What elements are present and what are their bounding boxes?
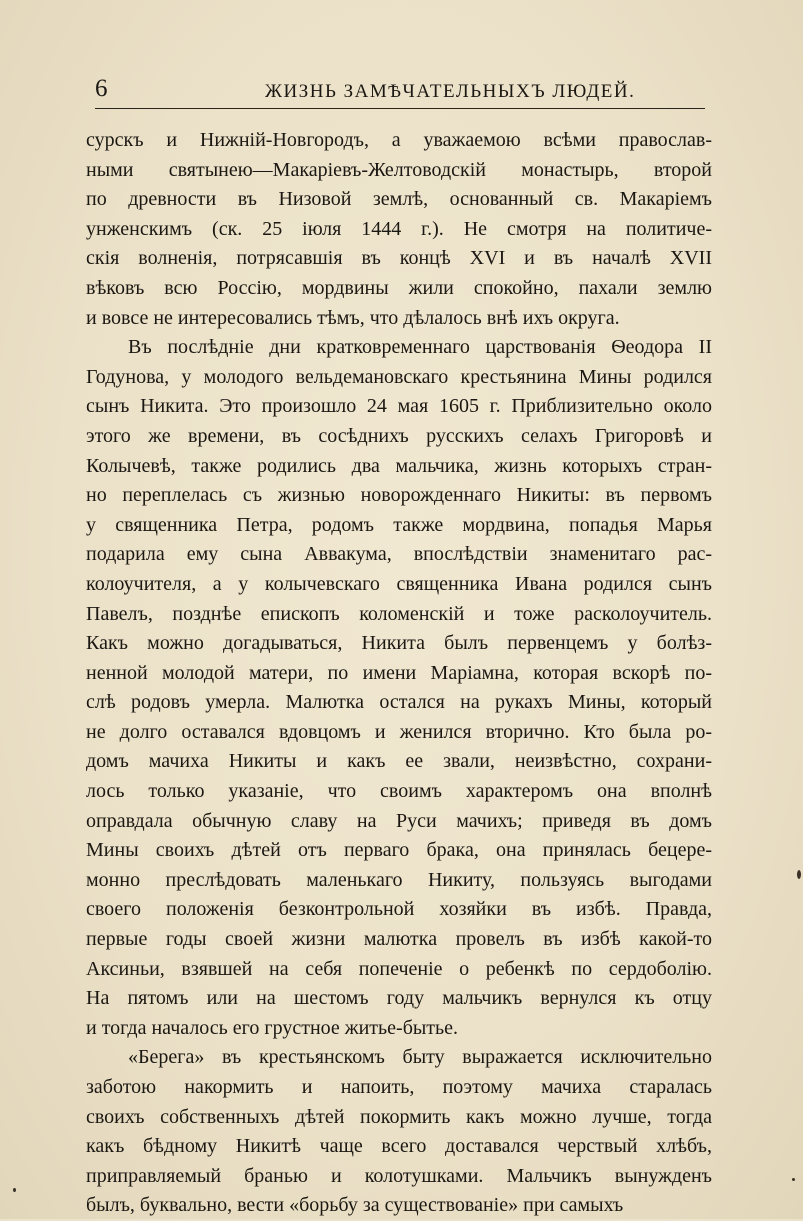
text-line: домъ мачиха Никиты и какъ ее звали, неизвѣстно, сохрани- [86,750,712,773]
page-number: 6 [95,75,108,102]
text-line: приправляемый бранью и колотушками. Мальчикъ вынужденъ [86,1164,712,1187]
text-line: заботою накормить и напоить, поэтому мачиха старалась [86,1076,712,1098]
text-line: ными святынею—Макаріевъ-Желтоводскій монастырь, второй [86,158,712,181]
text-line: Аксиньи, взявшей на себя попеченіе о ребенкѣ по сердоболію. [86,957,712,980]
text-line: Павелъ, позднѣе епископъ коломенскій и тоже расколоучитель. [86,602,712,625]
text-line: Мины своихъ дѣтей отъ перваго брака, она принялась бецере- [86,839,712,862]
header-rule [95,108,705,109]
text-line: унженскимъ (ск. 25 іюля 1444 г.). Не смотря на политиче- [86,217,712,240]
text-line: у священника Петра, родомъ также мордвина, попадья Марья [86,513,712,536]
text-line: своего положенія безконтрольной хозяйки въ избѣ. Правда, [86,898,712,921]
scan-speck [792,1178,795,1181]
text-line: скія волненія, потрясавшія въ концѣ XVI и въ началѣ XVII [86,247,712,270]
text-line: слѣ родовъ умерла. Малютка остался на рукахъ Мины, который [86,691,712,714]
scan-speck [13,1188,16,1192]
text-line: Какъ можно догадываться, Никита былъ первенцемъ у болѣз- [86,632,712,655]
text-line: этого же времени, въ сосѣднихъ русскихъ селахъ Григоровѣ и [86,424,712,447]
text-line: первые годы своей жизни малютка провелъ въ избѣ какой-то [86,928,712,951]
text-line: монно преслѣдовать маленькаго Никиту, пользуясь выгодами [86,868,712,891]
text-line: сынъ Никита. Это произошло 24 мая 1605 г. Приблизительно около [86,395,712,418]
paragraph-1 [86,126,712,333]
page-header [95,74,705,108]
text-line: колоучителя, а у колычевскаго священника Ивана родился сынъ [86,572,712,595]
text-line: и тогда началось его грустное житье-бытье. [86,1016,459,1039]
text-line: Въ послѣдніе дни кратковременнаго царствованія Ѳеодора II [128,336,712,359]
running-title: ЖИЗНЬ ЗАМѢЧАТЕЛЬНЫХЪ ЛЮДЕЙ. [265,81,636,102]
text-line: ненной молодой матери, по имени Маріамна, которая вскорѣ по- [86,661,712,684]
text-line: сурскъ и Нижній-Новгородъ, а уважаемою всѣми православ- [86,129,712,151]
text-line: Колычевѣ, также родились два мальчика, жизнь которыхъ стран- [86,454,712,477]
text-line: и вовсе не интересовались тѣмъ, что дѣлалось внѣ ихъ округа. [86,306,620,329]
text-line: Годунова, у молодого вельдемановскаго крестьянина Мины родился [86,365,712,388]
paragraph-2 [86,333,712,1043]
text-line: оправдала обычную славу на Руси мачихъ; приведя въ домъ [86,809,712,832]
text-line: «Берега» въ крестьянскомъ быту выражается исключительно [128,1046,712,1069]
scan-speck [797,870,801,879]
text-line: вѣковъ всю Россію, мордвины жили спокойно, пахали землю [86,276,712,299]
text-line: На пятомъ или на шестомъ году мальчикъ вернулся къ отцу [86,987,712,1010]
text-line: какъ бѣдному Никитѣ чаще всего доставался черствый хлѣбъ, [86,1135,712,1158]
body-text [86,126,712,1221]
text-line: лось только указаніе, что своимъ характеромъ она вполнѣ [86,780,712,803]
text-line: подарила ему сына Аввакума, впослѣдствіи знаменитаго рас- [86,543,712,566]
paragraph-3 [86,1043,712,1221]
text-line: по древности въ Низовой землѣ, основанный св. Макаріемъ [86,188,712,211]
text-line: былъ, буквально, вести «борьбу за существованіе» при самыхъ [86,1194,624,1217]
text-line: своихъ собственныхъ дѣтей покормить какъ можно лучше, тогда [86,1105,712,1128]
text-line: но переплелась съ жизнью новорожденнаго Никиты: въ первомъ [86,484,712,507]
text-line: не долго оставался вдовцомъ и женился вторично. Кто была ро- [86,720,712,743]
